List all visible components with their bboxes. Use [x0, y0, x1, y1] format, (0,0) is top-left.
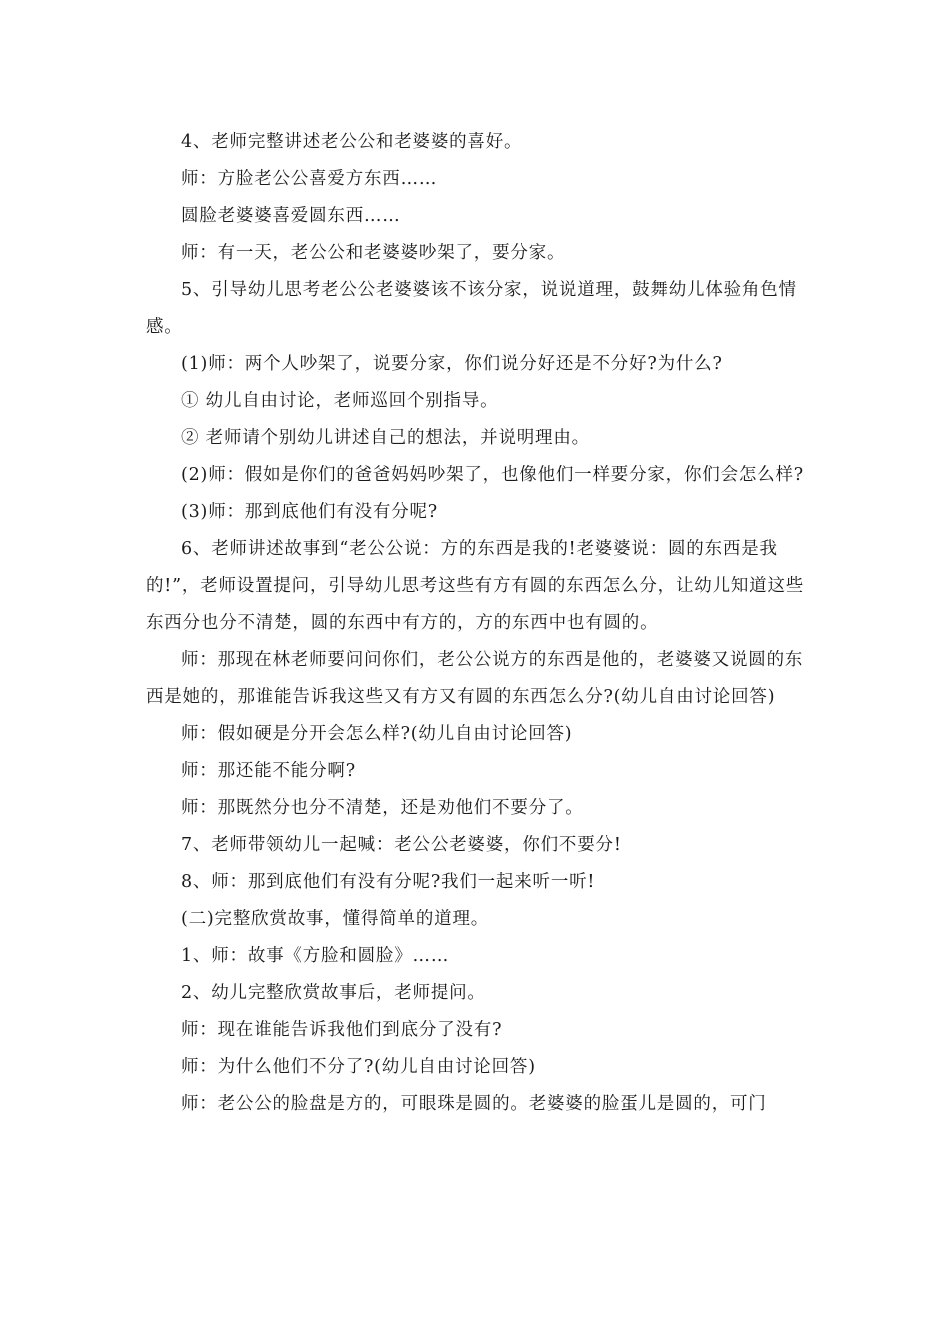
paragraph-20: 2、幼儿完整欣赏故事后，老师提问。	[181, 983, 486, 1003]
paragraph-3: 圆脸老婆婆喜爱圆东西……	[181, 206, 401, 226]
paragraph-9: (2)师：假如是你们的爸爸妈妈吵架了，也像他们一样要分家，你们会怎么样?	[181, 465, 804, 485]
paragraph-22: 师：为什么他们不分了?(幼儿自由讨论回答)	[181, 1057, 536, 1077]
paragraph-19: 1、师：故事《方脸和圆脸》……	[181, 946, 450, 966]
paragraph-13: 师：假如硬是分开会怎么样?(幼儿自由讨论回答)	[181, 724, 573, 744]
paragraph-18: (二)完整欣赏故事，懂得简单的道理。	[181, 909, 490, 929]
paragraph-10: (3)师：那到底他们有没有分呢?	[181, 502, 438, 522]
paragraph-5: 5、引导幼儿思考老公公老婆婆该不该分家，说说道理，鼓舞幼儿体验角色情感。	[146, 280, 797, 337]
paragraph-2: 师：方脸老公公喜爱方东西……	[181, 169, 438, 189]
paragraph-14: 师：那还能不能分啊?	[181, 761, 356, 781]
paragraph-1: 4、老师完整讲述老公公和老婆婆的喜好。	[181, 132, 523, 152]
paragraph-16: 7、老师带领幼儿一起喊：老公公老婆婆，你们不要分!	[181, 835, 622, 855]
paragraph-7: ① 幼儿自由讨论，老师巡回个别指导。	[181, 391, 499, 411]
paragraph-4: 师：有一天，老公公和老婆婆吵架了，要分家。	[181, 243, 566, 263]
paragraph-8: ② 老师请个别幼儿讲述自己的想法，并说明理由。	[181, 428, 590, 448]
paragraph-12: 师：那现在林老师要问问你们，老公公说方的东西是他的，老婆婆又说圆的东西是她的，那谁能告诉我这些又有方又有圆的东西怎么分?(幼儿自由讨论回答)	[146, 650, 804, 707]
document-body	[146, 124, 808, 1123]
paragraph-6: (1)师：两个人吵架了，说要分家，你们说分好还是不分好?为什么?	[181, 354, 723, 374]
paragraph-11: 6、老师讲述故事到“老公公说：方的东西是我的!老婆婆说：圆的东西是我的!”，老师设置提问，引导幼儿思考这些有方有圆的东西怎么分，让幼儿知道这些东西分也分不清楚，圆的东西中有方的，方的东西中也有圆的。	[146, 539, 805, 633]
paragraph-15: 师：那既然分也分不清楚，还是劝他们不要分了。	[181, 798, 584, 818]
paragraph-21: 师：现在谁能告诉我他们到底分了没有?	[181, 1020, 503, 1040]
paragraph-23: 师：老公公的脸盘是方的，可眼珠是圆的。老婆婆的脸蛋儿是圆的，可门	[181, 1094, 767, 1114]
paragraph-17: 8、师：那到底他们有没有分呢?我们一起来听一听!	[181, 872, 596, 892]
